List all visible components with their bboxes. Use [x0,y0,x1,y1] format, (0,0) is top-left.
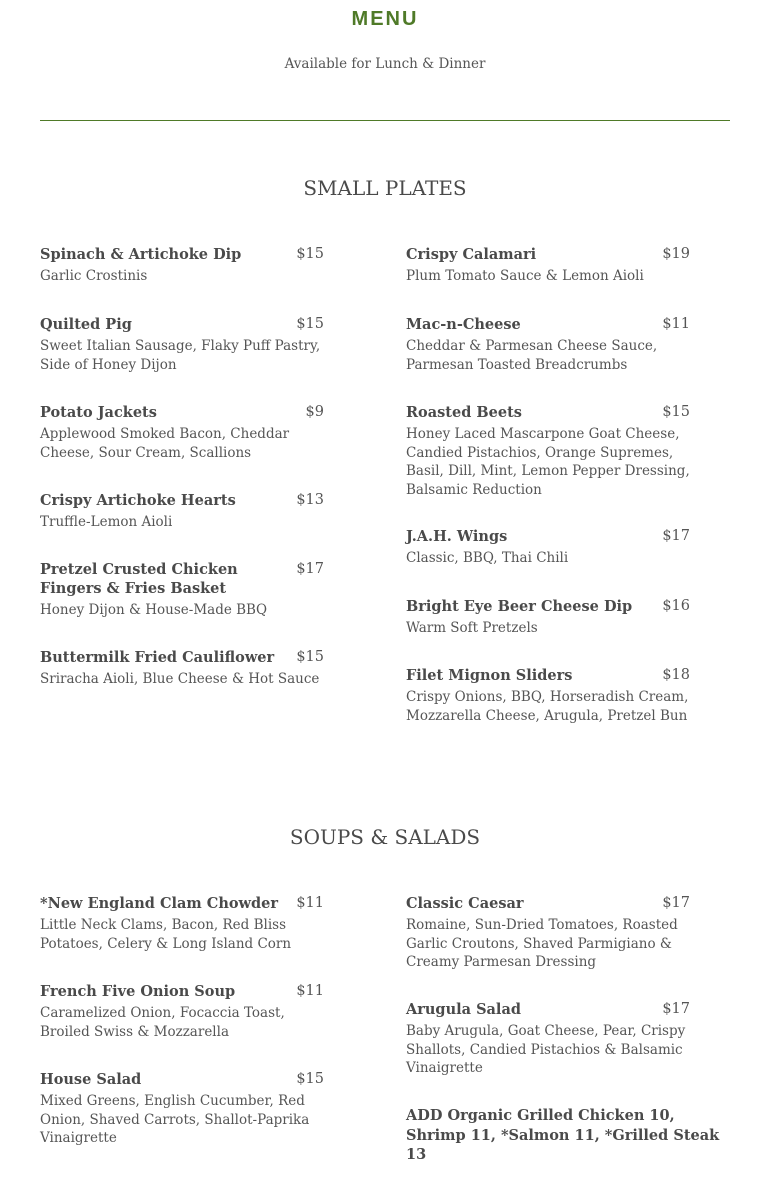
item-price: $15 [296,649,324,665]
item-price: $11 [296,895,324,911]
menu-item [406,403,690,499]
item-description: Classic, BBQ, Thai Chili [406,550,569,566]
item-name: Crispy Calamari [406,246,537,263]
item-description: Truffle-Lemon Aioli [40,514,173,530]
item-description: Honey Dijon & House-Made BBQ [40,602,268,618]
item-name: French Five Onion Soup [40,983,236,1000]
item-name: Potato Jackets [40,404,157,421]
item-name: Arugula Salad [406,1001,521,1018]
item-name: Quilted Pig [40,316,132,333]
menu-item [40,982,324,1041]
item-description: Honey Laced Mascarpone Goat Cheese, Candied Pistachios, Orange Supremes, Basil, Dill, Mint, Lemon Pepper Dressing, Balsamic Reduction [406,426,690,498]
item-description: Sweet Italian Sausage, Flaky Puff Pastry, Side of Honey Dijon [40,338,321,373]
menu-subtitle: Available for Lunch & Dinner [284,56,486,72]
item-name: Mac-n-Cheese [406,316,521,333]
item-description: Caramelized Onion, Focaccia Toast, Broiled Swiss & Mozzarella [40,1005,285,1040]
item-price: $11 [662,316,690,332]
menu-item [40,315,324,374]
menu-item [406,245,690,286]
menu-item [40,245,324,286]
item-price: $15 [296,1071,324,1087]
menu-item [406,597,690,638]
menu-title: MENU [351,8,419,30]
item-price: $17 [662,1001,690,1017]
item-name: Pretzel Crusted Chicken Fingers & Fries Basket [40,561,238,597]
item-description: Baby Arugula, Goat Cheese, Pear, Crispy Shallots, Candied Pistachios & Balsamic Vinaigrette [406,1023,686,1076]
item-price: $17 [296,561,324,577]
menu-item [406,1000,690,1078]
menu-item [40,894,324,953]
item-price: $15 [662,404,690,420]
item-description: Garlic Crostinis [40,268,148,284]
item-description: Sriracha Aioli, Blue Cheese & Hot Sauce [40,671,320,687]
item-description: Little Neck Clams, Bacon, Red Bliss Potatoes, Celery & Long Island Corn [40,917,292,952]
item-price: $16 [662,598,690,614]
item-name: Classic Caesar [406,895,524,912]
menu-item [40,1070,324,1148]
header-divider [40,120,730,121]
item-description: Cheddar & Parmesan Cheese Sauce, Parmesan Toasted Breadcrumbs [406,338,658,373]
item-name: Bright Eye Beer Cheese Dip [406,598,633,615]
item-name: Buttermilk Fried Cauliflower [40,649,275,666]
item-name: House Salad [40,1071,142,1088]
item-description: Applewood Smoked Bacon, Cheddar Cheese, Sour Cream, Scallions [40,426,290,461]
menu-item [40,560,324,620]
item-price: $9 [305,404,324,420]
item-price: $17 [662,895,690,911]
menu-item [40,648,324,689]
item-price: $15 [296,316,324,332]
item-price: $18 [662,667,690,683]
item-description: Plum Tomato Sauce & Lemon Aioli [406,268,644,284]
menu-item [40,491,324,532]
item-name: Crispy Artichoke Hearts [40,492,236,509]
item-price: $11 [296,983,324,999]
item-description: Crispy Onions, BBQ, Horseradish Cream, Mozzarella Cheese, Arugula, Pretzel Bun [406,689,689,724]
menu-item [40,403,324,462]
menu-item [406,666,690,725]
item-name: J.A.H. Wings [406,528,508,545]
item-name: Spinach & Artichoke Dip [40,246,242,263]
item-price: $15 [296,246,324,262]
item-price: $19 [662,246,690,262]
salad-addon-note: ADD Organic Grilled Chicken 10, Shrimp 11, *Salmon 11, *Grilled Steak 13 [406,1107,720,1163]
section-title-small-plates: SMALL PLATES [303,176,467,200]
item-price: $13 [296,492,324,508]
item-description: Mixed Greens, English Cucumber, Red Onion, Shaved Carrots, Shallot-Paprika Vinaigrette [40,1093,310,1146]
menu-item [406,315,690,374]
item-description: Romaine, Sun-Dried Tomatoes, Roasted Garlic Croutons, Shaved Parmigiano & Creamy Parmesan Dressing [406,917,678,970]
menu-item [406,894,690,972]
item-price: $17 [662,528,690,544]
item-name: *New England Clam Chowder [40,895,279,912]
item-description: Warm Soft Pretzels [406,620,538,636]
section-title-soups-salads: SOUPS & SALADS [289,825,481,849]
item-name: Filet Mignon Sliders [406,667,573,684]
item-name: Roasted Beets [406,404,522,421]
menu-item [406,527,690,568]
